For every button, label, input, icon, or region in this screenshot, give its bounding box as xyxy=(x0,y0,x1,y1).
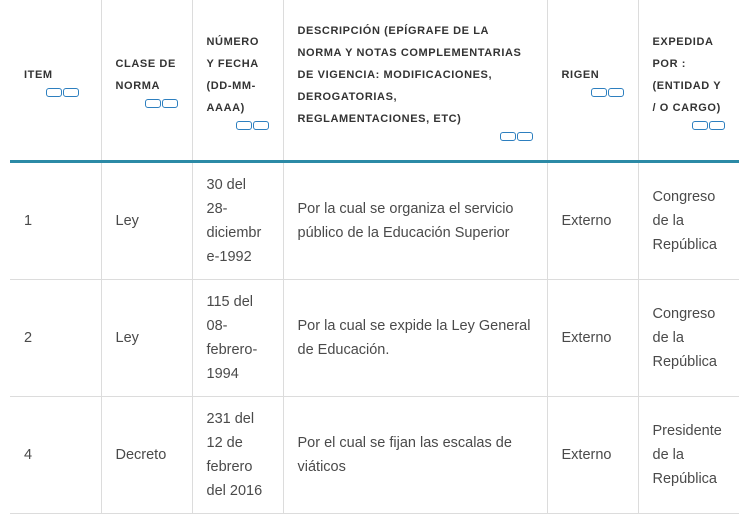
column-header-numero-label: NÚMERO Y FECHA (DD-MM-AAAA) xyxy=(206,35,259,114)
sort-icon[interactable] xyxy=(32,88,79,97)
cell-rigen: Externo xyxy=(547,162,638,280)
column-header-descripcion[interactable] xyxy=(283,0,547,162)
cell-rigen: Externo xyxy=(547,397,638,514)
cell-expedida: Congreso de la República xyxy=(638,280,739,397)
column-header-expedida-label: EXPEDIDA POR : (ENTIDAD Y / O CARGO) xyxy=(652,35,722,114)
cell-clase: Decreto xyxy=(101,397,192,514)
column-header-expedida[interactable] xyxy=(638,0,739,162)
column-header-item[interactable] xyxy=(10,0,101,162)
cell-descripcion: Por el cual se fijan las escalas de viáticos xyxy=(283,397,547,514)
column-header-numero[interactable] xyxy=(192,0,283,162)
cell-numero: 115 del 08-febrero-1994 xyxy=(192,280,283,397)
column-header-rigen[interactable] xyxy=(547,0,638,162)
header-row xyxy=(10,0,739,162)
cell-item: 4 xyxy=(10,397,101,514)
norms-table xyxy=(10,0,739,514)
cell-item: 2 xyxy=(10,280,101,397)
sort-icon[interactable] xyxy=(145,99,178,108)
sort-icon[interactable] xyxy=(500,132,533,141)
sort-icon[interactable] xyxy=(236,121,269,130)
column-header-item-label: ITEM xyxy=(24,68,53,81)
table-header xyxy=(10,0,739,162)
table-row xyxy=(10,280,739,397)
table-body xyxy=(10,162,739,514)
column-header-rigen-label: RIGEN xyxy=(561,68,600,81)
cell-expedida: Presidente de la República xyxy=(638,397,739,514)
cell-numero: 231 del 12 de febrero del 2016 xyxy=(192,397,283,514)
cell-item: 1 xyxy=(10,162,101,280)
table-row xyxy=(10,162,739,280)
column-header-descripcion-label: DESCRIPCIÓN (EPÍGRAFE DE LA NORMA Y NOTAS COMPLEMENTARIAS DE VIGENCIA: MODIFICACIONES, DEROGATORIAS, REGLAMENTACIONES, ETC) xyxy=(297,24,522,125)
cell-numero: 30 del 28-diciembre-1992 xyxy=(192,162,283,280)
sort-icon[interactable] xyxy=(692,121,725,130)
column-header-clase[interactable] xyxy=(101,0,192,162)
cell-rigen: Externo xyxy=(547,280,638,397)
cell-clase: Ley xyxy=(101,280,192,397)
column-header-clase-label: CLASE DE NORMA xyxy=(115,57,176,92)
table-row xyxy=(10,397,739,514)
sort-icon[interactable] xyxy=(591,88,624,97)
cell-clase: Ley xyxy=(101,162,192,280)
cell-descripcion: Por la cual se organiza el servicio público de la Educación Superior xyxy=(283,162,547,280)
cell-descripcion: Por la cual se expide la Ley General de Educación. xyxy=(283,280,547,397)
cell-expedida: Congreso de la República xyxy=(638,162,739,280)
